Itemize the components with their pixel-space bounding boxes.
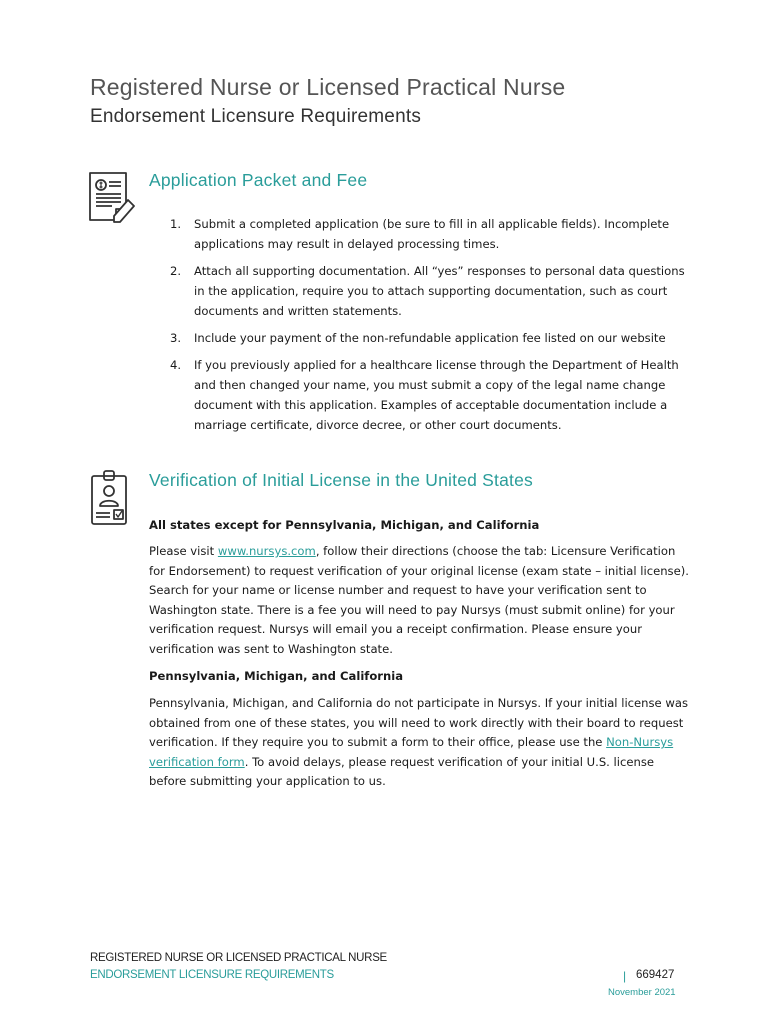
nursys-link[interactable]: www.nursys.com	[217, 544, 316, 558]
paragraph-non-nursys	[149, 694, 689, 792]
page-title: Registered Nurse or Licensed Practical Nurse	[90, 74, 566, 100]
section-title-application: Application Packet and Fee	[149, 170, 368, 190]
list-text: If you previously applied for a healthcare license through the Department of Health and then changed your name, you must submit a copy of the legal name change document with this application. Examples of acceptable documentation include a marriage certificate, divorce decree, or other court documents.	[194, 358, 679, 432]
section-title-verification: Verification of Initial License in the United States	[149, 470, 533, 490]
list-text: Include your payment of the non-refundable application fee listed on our website	[194, 331, 666, 345]
list-text: Attach all supporting documentation. All “yes” responses to personal data questions in the application, require you to attach supporting documentation, such as court documents and written statements.	[194, 264, 685, 318]
list-number: 4.	[170, 358, 182, 372]
footer-subtitle: ENDORSEMENT LICENSURE REQUIREMENTS	[90, 969, 334, 981]
id-badge-icon	[90, 470, 128, 526]
list-item	[170, 214, 690, 254]
list-number: 2.	[170, 264, 182, 278]
paragraph-text: . To avoid delays, please request verification of your initial U.S. license before submitting your application to us.	[149, 754, 655, 789]
paragraph-text: Pennsylvania, Michigan, and California do not participate in Nursys. If your initial license was obtained from one of these states, you will need to work directly with their board to request verification. If they require you to submit a form to their office, please use the	[149, 696, 689, 750]
paragraph-nursys	[149, 542, 689, 660]
list-item	[170, 261, 690, 321]
requirements-list	[170, 214, 690, 442]
document-number: 669427	[636, 969, 675, 981]
list-number: 1.	[170, 217, 182, 231]
subheading-all-states: All states except for Pennsylvania, Michigan, and California	[149, 518, 540, 532]
footer-title: REGISTERED NURSE OR LICENSED PRACTICAL NURSE	[90, 952, 387, 964]
subheading-pa-mi-ca: Pennsylvania, Michigan, and California	[149, 669, 404, 683]
non-nursys-form-link[interactable]: Non-Nursys verification form	[149, 735, 674, 769]
list-item	[170, 355, 690, 435]
document-date: November 2021	[608, 987, 676, 998]
list-text: Submit a completed application (be sure to fill in all applicable fields). Incomplete applications may result in delayed processing times.	[194, 217, 670, 251]
page-subtitle: Endorsement Licensure Requirements	[90, 106, 422, 127]
list-item	[170, 328, 690, 348]
paragraph-text: Please visit	[149, 544, 218, 558]
document-dollar-icon	[88, 170, 136, 226]
paragraph-text: , follow their directions (choose the tab: Licensure Verification for Endorsement) to request verification of your original license (exam state – initial license). Search for your name or license number and request to have your verification sent to Washington state. There is a fee you will need to pay Nursys (must submit online) for your verification request. Nursys will email you a receipt confirmation. Please ensure your verification was sent to Washington state.	[149, 544, 689, 656]
footer-divider: |	[623, 969, 627, 983]
list-number: 3.	[170, 331, 182, 345]
